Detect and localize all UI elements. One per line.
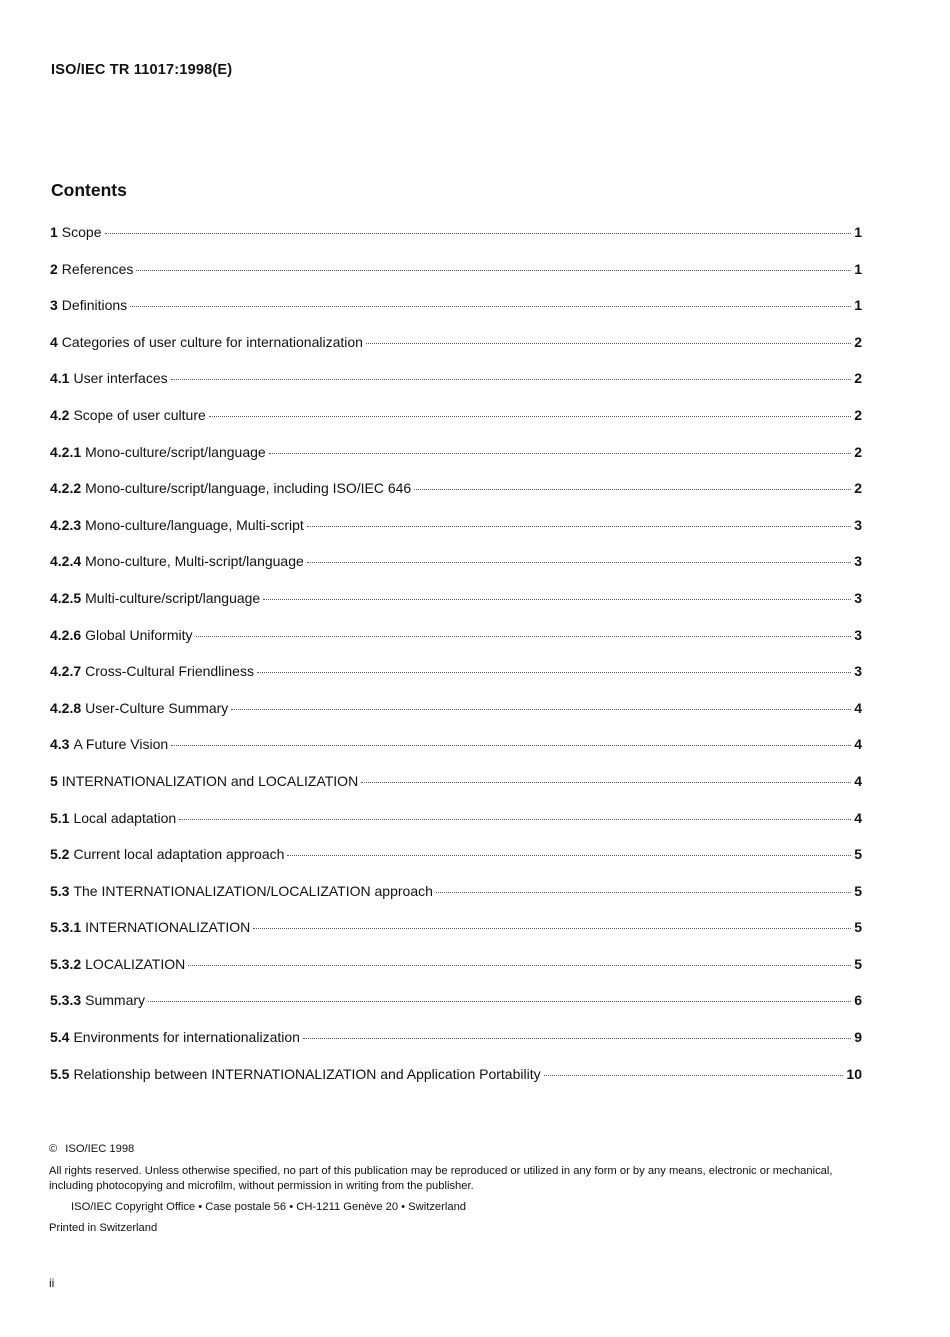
toc-number: 4.2.8 [50,699,82,716]
toc-entry-2-references[interactable] [50,261,862,298]
toc-title: References [61,260,134,277]
document-id: ISO/IEC TR 11017:1998(E) [51,62,233,78]
toc-dot-leader [544,1075,844,1076]
toc-page-number: 4 [854,736,862,753]
toc-number: 4.1 [50,370,70,387]
toc-dot-leader [209,416,851,417]
toc-dot-leader [307,526,851,527]
toc-dot-leader [307,562,851,563]
toc-page-number: 2 [854,406,862,423]
toc-title: Categories of user culture for internationalization [61,333,363,350]
toc-page-number: 5 [854,846,862,863]
toc-title: INTERNATIONALIZATION [85,919,251,936]
toc-title: Environments for internationalization [73,1029,300,1046]
toc-dot-leader [179,819,851,820]
toc-entry-4-categories[interactable] [50,334,862,371]
toc-dot-leader [188,965,851,966]
toc-dot-leader [414,489,851,490]
toc-title: A Future Vision [73,736,169,753]
toc-page-number: 9 [854,1029,862,1046]
table-of-contents [50,224,862,1102]
toc-dot-leader [366,343,851,344]
toc-dot-leader [303,1038,851,1039]
toc-title: The INTERNATIONALIZATION/LOCALIZATION approach [73,882,433,899]
toc-entry-3-definitions[interactable] [50,297,862,334]
toc-title: Mono-culture/script/language [85,443,266,460]
toc-entry-1-scope[interactable] [50,224,862,261]
copyright-symbol: © [49,1143,58,1155]
toc-page-number: 3 [854,589,862,606]
toc-number: 4.2.7 [50,663,82,680]
toc-dot-leader [257,672,851,673]
toc-page-number: 4 [854,699,862,716]
toc-number: 5.5 [50,1065,70,1082]
toc-dot-leader [136,270,851,271]
toc-number: 2 [50,260,58,277]
toc-entry-4-2-7[interactable] [50,663,862,700]
toc-page-number: 1 [854,260,862,277]
toc-title: LOCALIZATION [85,955,186,972]
toc-title: Definitions [61,297,128,314]
toc-page-number: 10 [846,1065,862,1082]
toc-number: 5.3.1 [50,919,82,936]
toc-entry-4-2-4[interactable] [50,553,862,590]
contents-heading: Contents [51,180,127,200]
toc-page-number: 1 [854,224,862,240]
copyright-holder: ISO/IEC 1998 [65,1143,135,1155]
toc-page-number: 3 [854,663,862,680]
toc-entry-5-3[interactable] [50,883,862,920]
toc-title: Mono-culture/script/language, including ISO/IEC 646 [85,480,412,497]
toc-number: 4.2.3 [50,516,82,533]
toc-dot-leader [263,599,851,600]
toc-page-number: 2 [854,333,862,350]
toc-dot-leader [130,306,851,307]
toc-number: 4.2.2 [50,480,82,497]
copyright-block [49,1142,864,1236]
toc-entry-4-2-8[interactable] [50,700,862,737]
toc-number: 1 [50,224,58,240]
toc-entry-4-2-3[interactable] [50,517,862,554]
toc-entry-5-3-2[interactable] [50,956,862,993]
toc-dot-leader [231,709,851,710]
toc-title: INTERNATIONALIZATION and LOCALIZATION [61,772,359,789]
toc-page-number: 3 [854,553,862,570]
toc-dot-leader [287,855,851,856]
toc-dot-leader [253,928,851,929]
toc-page-number: 5 [854,955,862,972]
toc-title: Mono-culture, Multi-script/language [85,553,304,570]
copyright-line [49,1142,864,1157]
toc-title: Scope [61,224,102,240]
toc-dot-leader [148,1001,851,1002]
toc-title: Multi-culture/script/language [85,589,261,606]
toc-dot-leader [171,379,851,380]
toc-dot-leader [436,892,851,893]
toc-page-number: 5 [854,882,862,899]
toc-number: 4.3 [50,736,70,753]
toc-page-number: 4 [854,772,862,789]
toc-entry-4-2-scope-of-user-culture[interactable] [50,407,862,444]
toc-number: 5.3 [50,882,70,899]
toc-entry-4-2-1[interactable] [50,444,862,481]
toc-entry-5-1[interactable] [50,810,862,847]
toc-dot-leader [196,636,851,637]
toc-page-number: 6 [854,992,862,1009]
toc-title: Summary [85,992,146,1009]
toc-page-number: 5 [854,919,862,936]
toc-page-number: 4 [854,809,862,826]
toc-title: User interfaces [73,370,168,387]
toc-entry-4-1-user-interfaces[interactable] [50,370,862,407]
toc-number: 5.2 [50,846,70,863]
page-number: ii [49,1276,55,1290]
toc-entry-4-2-5[interactable] [50,590,862,627]
toc-number: 4.2.5 [50,589,82,606]
toc-page-number: 1 [854,297,862,314]
toc-number: 5.3.3 [50,992,82,1009]
toc-number: 4 [50,333,58,350]
toc-entry-4-3[interactable] [50,736,862,773]
toc-title: Current local adaptation approach [73,846,285,863]
toc-number: 4.2.4 [50,553,82,570]
toc-entry-5-3-1[interactable] [50,919,862,956]
toc-entry-5[interactable] [50,773,862,810]
toc-entry-5-2[interactable] [50,846,862,883]
toc-dot-leader [361,782,851,783]
toc-entry-4-2-2[interactable] [50,480,862,517]
toc-title: Mono-culture/language, Multi-script [85,516,304,533]
toc-number: 4.2.1 [50,443,82,460]
toc-number: 5.1 [50,809,70,826]
toc-title: Global Uniformity [85,626,193,643]
printed-in-notice: Printed in Switzerland [49,1222,158,1234]
toc-title: Cross-Cultural Friendliness [85,663,254,680]
toc-dot-leader [269,453,851,454]
toc-number: 5.3.2 [50,955,82,972]
toc-dot-leader [105,233,852,234]
toc-page-number: 2 [854,370,862,387]
toc-title: Local adaptation [73,809,177,826]
toc-title: User-Culture Summary [85,699,229,716]
toc-page-number: 2 [854,480,862,497]
toc-page-number: 3 [854,516,862,533]
toc-title: Relationship between INTERNATIONALIZATION and Application Portability [73,1065,541,1082]
copyright-office-address: ISO/IEC Copyright Office • Case postale 56 • CH-1211 Genève 20 • Switzerland [71,1201,467,1213]
toc-entry-5-5[interactable] [50,1066,862,1103]
toc-entry-5-4[interactable] [50,1029,862,1066]
toc-number: 5 [50,772,58,789]
toc-number: 3 [50,297,58,314]
toc-page-number: 2 [854,443,862,460]
toc-title: Scope of user culture [73,406,206,423]
toc-number: 5.4 [50,1029,70,1046]
toc-dot-leader [171,745,851,746]
toc-number: 4.2 [50,406,70,423]
toc-page-number: 3 [854,626,862,643]
rights-notice: All rights reserved. Unless otherwise specified, no part of this publication may be reproduced or utilized in any form or by any means, electronic or mechanical, including photocopying and microfilm, without permission in writing from the publisher. [49,1165,833,1192]
toc-entry-5-3-3[interactable] [50,992,862,1029]
toc-number: 4.2.6 [50,626,82,643]
toc-entry-4-2-6[interactable] [50,627,862,664]
